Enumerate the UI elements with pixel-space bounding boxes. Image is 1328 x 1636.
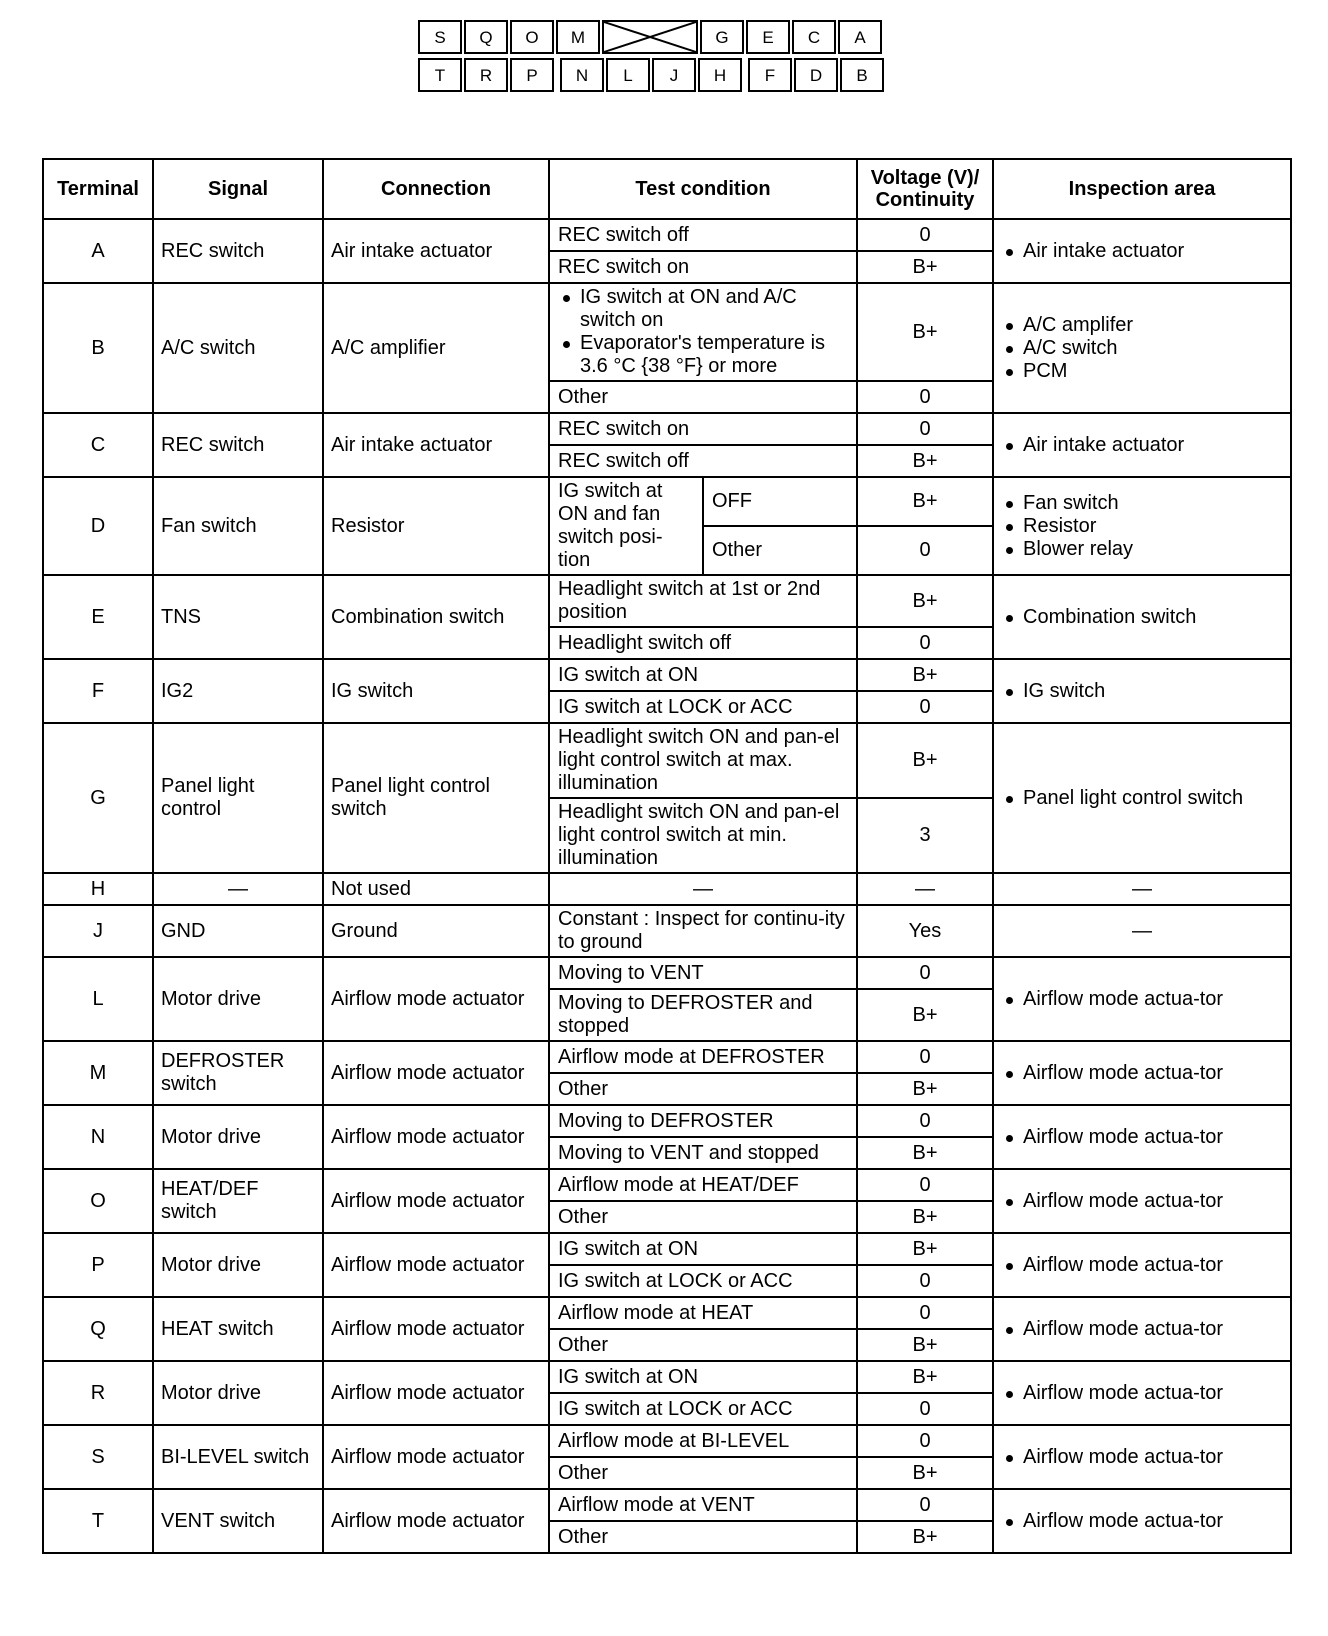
- test-condition-cell: Airflow mode at HEAT: [549, 1297, 857, 1329]
- voltage-cell: B+: [857, 1233, 993, 1265]
- inspection-bullets: [1001, 1190, 1283, 1213]
- inspection-cell: [993, 957, 1291, 1041]
- terminal-cell: S: [43, 1425, 153, 1489]
- inspection-bullets: [1001, 1382, 1283, 1405]
- voltage-cell: B+: [857, 283, 993, 381]
- connection-cell: Airflow mode actuator: [323, 1361, 549, 1425]
- table-row: [43, 957, 1291, 989]
- voltage-cell: B+: [857, 1457, 993, 1489]
- voltage-cell: B+: [857, 723, 993, 798]
- inspection-cell: [993, 1105, 1291, 1169]
- test-condition-cell: Headlight switch at 1st or 2nd position: [549, 575, 857, 627]
- test-condition-cell: Other: [549, 1521, 857, 1553]
- connector-diagram: [418, 20, 910, 96]
- voltage-cell: —: [857, 873, 993, 905]
- list-item: Air intake actuator: [1023, 434, 1283, 457]
- list-item: Airflow mode actua-tor: [1023, 1126, 1283, 1149]
- table-row: [43, 1169, 1291, 1201]
- list-item: Airflow mode actua-tor: [1023, 1510, 1283, 1533]
- connector-pin: B: [840, 58, 884, 92]
- terminal-cell: P: [43, 1233, 153, 1297]
- header-terminal: Terminal: [43, 159, 153, 219]
- connector-pin: J: [652, 58, 696, 92]
- list-item: Airflow mode actua-tor: [1023, 1382, 1283, 1405]
- connector-pin: C: [792, 20, 836, 54]
- inspection-bullets: [1001, 680, 1283, 703]
- list-item: Panel light control switch: [1023, 787, 1283, 810]
- inspection-cell: [993, 575, 1291, 659]
- inspection-bullets: [1001, 314, 1283, 383]
- inspection-cell: [993, 659, 1291, 723]
- signal-cell: Motor drive: [153, 957, 323, 1041]
- voltage-cell: 0: [857, 381, 993, 413]
- inspection-bullets: [1001, 1318, 1283, 1341]
- inspection-cell: [993, 723, 1291, 873]
- test-condition-cell: REC switch off: [549, 219, 857, 251]
- terminal-cell: L: [43, 957, 153, 1041]
- connection-cell: Airflow mode actuator: [323, 1041, 549, 1105]
- terminal-cell: B: [43, 283, 153, 413]
- inspection-cell: [993, 413, 1291, 477]
- connector-pin: A: [838, 20, 882, 54]
- inspection-cell: [993, 1169, 1291, 1233]
- test-condition-cell: Other: [549, 1329, 857, 1361]
- connection-cell: Panel light control switch: [323, 723, 549, 873]
- connector-pin: P: [510, 58, 554, 92]
- table-body: [43, 219, 1291, 1553]
- inspection-cell: [993, 1425, 1291, 1489]
- table-row: [43, 1489, 1291, 1521]
- table-row: [43, 659, 1291, 691]
- inspection-bullets: [1001, 1446, 1283, 1469]
- condition-bullets: [558, 286, 848, 378]
- table-row: [43, 873, 1291, 905]
- connection-cell: Airflow mode actuator: [323, 1489, 549, 1553]
- signal-cell: BI-LEVEL switch: [153, 1425, 323, 1489]
- voltage-cell: 0: [857, 691, 993, 723]
- signal-cell: A/C switch: [153, 283, 323, 413]
- voltage-cell: B+: [857, 575, 993, 627]
- signal-cell: Motor drive: [153, 1233, 323, 1297]
- test-condition-cell: REC switch on: [549, 251, 857, 283]
- list-item: A/C switch: [1023, 337, 1283, 360]
- inspection-bullets: [1001, 1254, 1283, 1277]
- list-item: Airflow mode actua-tor: [1023, 1318, 1283, 1341]
- inspection-cell: [993, 1041, 1291, 1105]
- signal-cell: TNS: [153, 575, 323, 659]
- inspection-cell: [993, 219, 1291, 283]
- header-voltage: Voltage (V)/ Continuity: [857, 159, 993, 219]
- inspection-bullets: [1001, 606, 1283, 629]
- test-condition-cell: Other: [549, 381, 857, 413]
- connection-cell: A/C amplifier: [323, 283, 549, 413]
- list-item: Combination switch: [1023, 606, 1283, 629]
- inspection-cell: [993, 1297, 1291, 1361]
- connection-cell: Airflow mode actuator: [323, 1297, 549, 1361]
- connection-cell: Resistor: [323, 477, 549, 575]
- voltage-cell: B+: [857, 1361, 993, 1393]
- terminal-cell: Q: [43, 1297, 153, 1361]
- header-test-condition: Test condition: [549, 159, 857, 219]
- signal-cell: REC switch: [153, 219, 323, 283]
- voltage-cell: B+: [857, 989, 993, 1041]
- connector-pin: L: [606, 58, 650, 92]
- voltage-cell: B+: [857, 1073, 993, 1105]
- list-item: Resistor: [1023, 515, 1283, 538]
- signal-cell: Motor drive: [153, 1105, 323, 1169]
- voltage-cell: 0: [857, 1041, 993, 1073]
- signal-cell: Panel light control: [153, 723, 323, 873]
- voltage-cell: 0: [857, 1297, 993, 1329]
- test-condition-cell: IG switch at ON: [549, 1361, 857, 1393]
- signal-cell: GND: [153, 905, 323, 957]
- terminal-table: [42, 158, 1292, 1554]
- test-condition-cell: Airflow mode at VENT: [549, 1489, 857, 1521]
- table-row: [43, 1041, 1291, 1073]
- terminal-cell: T: [43, 1489, 153, 1553]
- test-condition-cell: —: [549, 873, 857, 905]
- voltage-cell: 0: [857, 1393, 993, 1425]
- signal-cell: HEAT/DEF switch: [153, 1169, 323, 1233]
- list-item: PCM: [1023, 360, 1283, 383]
- test-condition-cell: Other: [549, 1073, 857, 1105]
- terminal-cell: H: [43, 873, 153, 905]
- list-item: Airflow mode actua-tor: [1023, 1062, 1283, 1085]
- terminal-cell: E: [43, 575, 153, 659]
- test-condition-cell: Moving to VENT: [549, 957, 857, 989]
- test-condition-cell: IG switch at ON: [549, 659, 857, 691]
- connection-cell: Airflow mode actuator: [323, 1169, 549, 1233]
- voltage-cell: B+: [857, 659, 993, 691]
- table-row: [43, 413, 1291, 445]
- signal-cell: REC switch: [153, 413, 323, 477]
- table-row: [43, 575, 1291, 627]
- voltage-cell: 0: [857, 957, 993, 989]
- voltage-cell: B+: [857, 1521, 993, 1553]
- table-row: [43, 1361, 1291, 1393]
- signal-cell: Motor drive: [153, 1361, 323, 1425]
- header-signal: Signal: [153, 159, 323, 219]
- table-row: [43, 477, 1291, 526]
- inspection-cell: [993, 283, 1291, 413]
- connector-pin: N: [560, 58, 604, 92]
- connection-cell: Airflow mode actuator: [323, 957, 549, 1041]
- connection-cell: Air intake actuator: [323, 219, 549, 283]
- test-condition-cell: Headlight switch off: [549, 627, 857, 659]
- inspection-bullets: [1001, 1510, 1283, 1533]
- list-item: Evaporator's temperature is 3.6 °C {38 °F} or more: [580, 332, 848, 378]
- signal-cell: VENT switch: [153, 1489, 323, 1553]
- connection-cell: Not used: [323, 873, 549, 905]
- connection-cell: Airflow mode actuator: [323, 1233, 549, 1297]
- voltage-cell: 0: [857, 1425, 993, 1457]
- test-condition-cell: Moving to VENT and stopped: [549, 1137, 857, 1169]
- voltage-cell: B+: [857, 1137, 993, 1169]
- terminal-cell: O: [43, 1169, 153, 1233]
- table-row: [43, 1425, 1291, 1457]
- connector-pin: O: [510, 20, 554, 54]
- terminal-cell: M: [43, 1041, 153, 1105]
- table-row: [43, 219, 1291, 251]
- test-condition-cell: Other: [549, 1457, 857, 1489]
- list-item: Airflow mode actua-tor: [1023, 1254, 1283, 1277]
- inspection-bullets: [1001, 492, 1283, 561]
- connector-pin: M: [556, 20, 600, 54]
- connection-cell: Ground: [323, 905, 549, 957]
- voltage-cell: B+: [857, 251, 993, 283]
- inspection-cell: [993, 1361, 1291, 1425]
- test-condition-cell: IG switch at ON: [549, 1233, 857, 1265]
- inspection-bullets: [1001, 988, 1283, 1011]
- inspection-cell: [993, 1233, 1291, 1297]
- list-item: IG switch: [1023, 680, 1283, 703]
- voltage-cell: 3: [857, 798, 993, 873]
- connector-pin: E: [746, 20, 790, 54]
- inspection-bullets: [1001, 1062, 1283, 1085]
- header-connection: Connection: [323, 159, 549, 219]
- test-condition-cell: REC switch on: [549, 413, 857, 445]
- terminal-cell: A: [43, 219, 153, 283]
- test-condition-cell: IG switch at LOCK or ACC: [549, 1393, 857, 1425]
- list-item: IG switch at ON and A/C switch on: [580, 286, 848, 332]
- list-item: Blower relay: [1023, 538, 1283, 561]
- voltage-cell: 0: [857, 413, 993, 445]
- voltage-cell: 0: [857, 1265, 993, 1297]
- inspection-bullets: [1001, 787, 1283, 810]
- test-condition-cell: Headlight switch ON and pan-el light control switch at max. illumination: [549, 723, 857, 798]
- connector-pin: R: [464, 58, 508, 92]
- terminal-cell: D: [43, 477, 153, 575]
- list-item: Airflow mode actua-tor: [1023, 1190, 1283, 1213]
- condition-group-cell: IG switch at ON and fan switch posi-tion: [549, 477, 703, 575]
- test-condition-cell: Moving to DEFROSTER: [549, 1105, 857, 1137]
- connection-cell: Airflow mode actuator: [323, 1425, 549, 1489]
- voltage-cell: B+: [857, 477, 993, 526]
- voltage-cell: 0: [857, 1105, 993, 1137]
- terminal-cell: G: [43, 723, 153, 873]
- connection-cell: Combination switch: [323, 575, 549, 659]
- signal-cell: IG2: [153, 659, 323, 723]
- inspection-bullets: [1001, 1126, 1283, 1149]
- test-condition-cell: Airflow mode at DEFROSTER: [549, 1041, 857, 1073]
- voltage-cell: B+: [857, 1329, 993, 1361]
- list-item: Airflow mode actua-tor: [1023, 1446, 1283, 1469]
- test-condition-cell: Airflow mode at HEAT/DEF: [549, 1169, 857, 1201]
- inspection-cell: —: [993, 905, 1291, 957]
- test-condition-cell: REC switch off: [549, 445, 857, 477]
- terminal-cell: R: [43, 1361, 153, 1425]
- inspection-cell: [993, 477, 1291, 575]
- test-condition-cell: OFF: [703, 477, 857, 526]
- connector-pin: D: [794, 58, 838, 92]
- connector-pin-blank: [602, 20, 698, 54]
- connector-pin: F: [748, 58, 792, 92]
- inspection-cell: [993, 1489, 1291, 1553]
- voltage-cell: 0: [857, 219, 993, 251]
- voltage-cell: 0: [857, 526, 993, 575]
- test-condition-cell: IG switch at LOCK or ACC: [549, 1265, 857, 1297]
- table-row: [43, 905, 1291, 957]
- test-condition-cell: Constant : Inspect for continu-ity to ground: [549, 905, 857, 957]
- connector-pin: S: [418, 20, 462, 54]
- table-row: [43, 283, 1291, 381]
- signal-cell: Fan switch: [153, 477, 323, 575]
- connector-pin: G: [700, 20, 744, 54]
- test-condition-cell: Other: [703, 526, 857, 575]
- list-item: Fan switch: [1023, 492, 1283, 515]
- voltage-cell: 0: [857, 1489, 993, 1521]
- voltage-cell: 0: [857, 627, 993, 659]
- header-inspection: Inspection area: [993, 159, 1291, 219]
- list-item: Airflow mode actua-tor: [1023, 988, 1283, 1011]
- voltage-cell: B+: [857, 445, 993, 477]
- signal-cell: —: [153, 873, 323, 905]
- test-condition-cell: [549, 283, 857, 381]
- terminal-cell: F: [43, 659, 153, 723]
- test-condition-cell: Headlight switch ON and pan-el light control switch at min. illumination: [549, 798, 857, 873]
- voltage-cell: B+: [857, 1201, 993, 1233]
- test-condition-cell: Airflow mode at BI-LEVEL: [549, 1425, 857, 1457]
- connection-cell: Airflow mode actuator: [323, 1105, 549, 1169]
- connection-cell: Air intake actuator: [323, 413, 549, 477]
- table-row: [43, 1297, 1291, 1329]
- list-item: Air intake actuator: [1023, 240, 1283, 263]
- table-row: [43, 1233, 1291, 1265]
- signal-cell: HEAT switch: [153, 1297, 323, 1361]
- test-condition-cell: Other: [549, 1201, 857, 1233]
- inspection-bullets: [1001, 240, 1283, 263]
- inspection-bullets: [1001, 434, 1283, 457]
- connection-cell: IG switch: [323, 659, 549, 723]
- signal-cell: DEFROSTER switch: [153, 1041, 323, 1105]
- list-item: A/C amplifer: [1023, 314, 1283, 337]
- test-condition-cell: Moving to DEFROSTER and stopped: [549, 989, 857, 1041]
- voltage-cell: 0: [857, 1169, 993, 1201]
- table-header-row: [43, 159, 1291, 219]
- connector-pin: Q: [464, 20, 508, 54]
- test-condition-cell: IG switch at LOCK or ACC: [549, 691, 857, 723]
- connector-pin: T: [418, 58, 462, 92]
- blank-pin-cross-icon: [604, 22, 696, 52]
- terminal-cell: C: [43, 413, 153, 477]
- terminal-cell: N: [43, 1105, 153, 1169]
- voltage-cell: Yes: [857, 905, 993, 957]
- terminal-cell: J: [43, 905, 153, 957]
- inspection-cell: —: [993, 873, 1291, 905]
- table-row: [43, 1105, 1291, 1137]
- connector-pin: H: [698, 58, 742, 92]
- table-row: [43, 723, 1291, 798]
